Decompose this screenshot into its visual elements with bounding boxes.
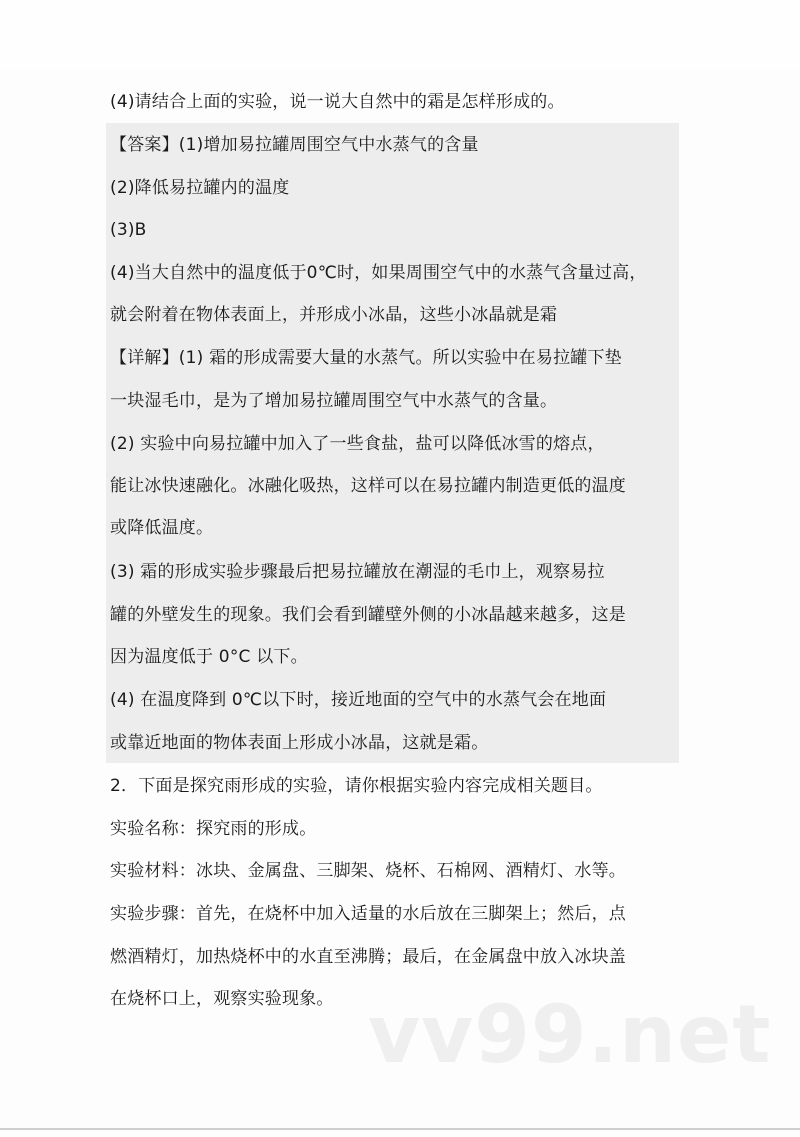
detail-2-line-1: (2) 实验中向易拉罐中加入了一些食盐，盐可以降低冰雪的熔点， xyxy=(110,434,605,454)
question-2-intro: 2．下面是探究雨形成的实验，请你根据实验内容完成相关题目。 xyxy=(110,776,603,796)
page-top-margin xyxy=(0,0,800,70)
detail-1-line-1: 【详解】(1) 霜的形成需要大量的水蒸气。所以实验中在易拉罐下垫 xyxy=(110,348,622,368)
detail-4-line-2: 或靠近地面的物体表面上形成小冰晶，这就是霜。 xyxy=(110,733,489,753)
experiment-steps-line-1: 实验步骤：首先，在烧杯中加入适量的水后放在三脚架上；然后，点 xyxy=(110,904,626,924)
detail-3-line-2: 罐的外壁发生的现象。我们会看到罐壁外侧的小冰晶越来越多，这是 xyxy=(110,605,626,625)
question-4-text: (4)请结合上面的实验，说一说大自然中的霜是怎样形成的。 xyxy=(110,92,565,112)
experiment-materials: 实验材料：冰块、金属盘、三脚架、烧杯、石棉网、酒精灯、水等。 xyxy=(110,861,626,881)
watermark-text: vv99.net xyxy=(368,988,772,1081)
detail-2-line-2: 能让冰快速融化。冰融化吸热，这样可以在易拉罐内制造更低的温度 xyxy=(110,476,626,496)
experiment-steps-line-3: 在烧杯口上，观察实验现象。 xyxy=(110,989,334,1009)
answer-line-3: (3)B xyxy=(110,220,147,240)
experiment-name: 实验名称：探究雨的形成。 xyxy=(110,819,317,839)
answer-line-1: 【答案】(1)增加易拉罐周围空气中水蒸气的含量 xyxy=(110,135,479,155)
answer-line-2: (2)降低易拉罐内的温度 xyxy=(110,178,290,198)
detail-4-line-1: (4) 在温度降到 0℃以下时，接近地面的空气中的水蒸气会在地面 xyxy=(110,690,607,710)
experiment-steps-line-2: 燃酒精灯，加热烧杯中的水直至沸腾；最后，在金属盘中放入冰块盖 xyxy=(110,947,626,967)
detail-2-line-3: 或降低温度。 xyxy=(110,518,214,538)
detail-3-line-3: 因为温度低于 0°C 以下。 xyxy=(110,647,308,667)
detail-1-line-2: 一块湿毛巾，是为了增加易拉罐周围空气中水蒸气的含量。 xyxy=(110,391,558,411)
detail-3-line-1: (3) 霜的形成实验步骤最后把易拉罐放在潮湿的毛巾上，观察易拉 xyxy=(110,562,605,582)
page-bottom-edge xyxy=(0,1128,800,1130)
answer-line-4b: 就会附着在物体表面上，并形成小冰晶，这些小冰晶就是霜 xyxy=(110,305,558,325)
answer-line-4a: (4)当大自然中的温度低于0℃时，如果周围空气中的水蒸气含量过高， xyxy=(110,263,647,283)
